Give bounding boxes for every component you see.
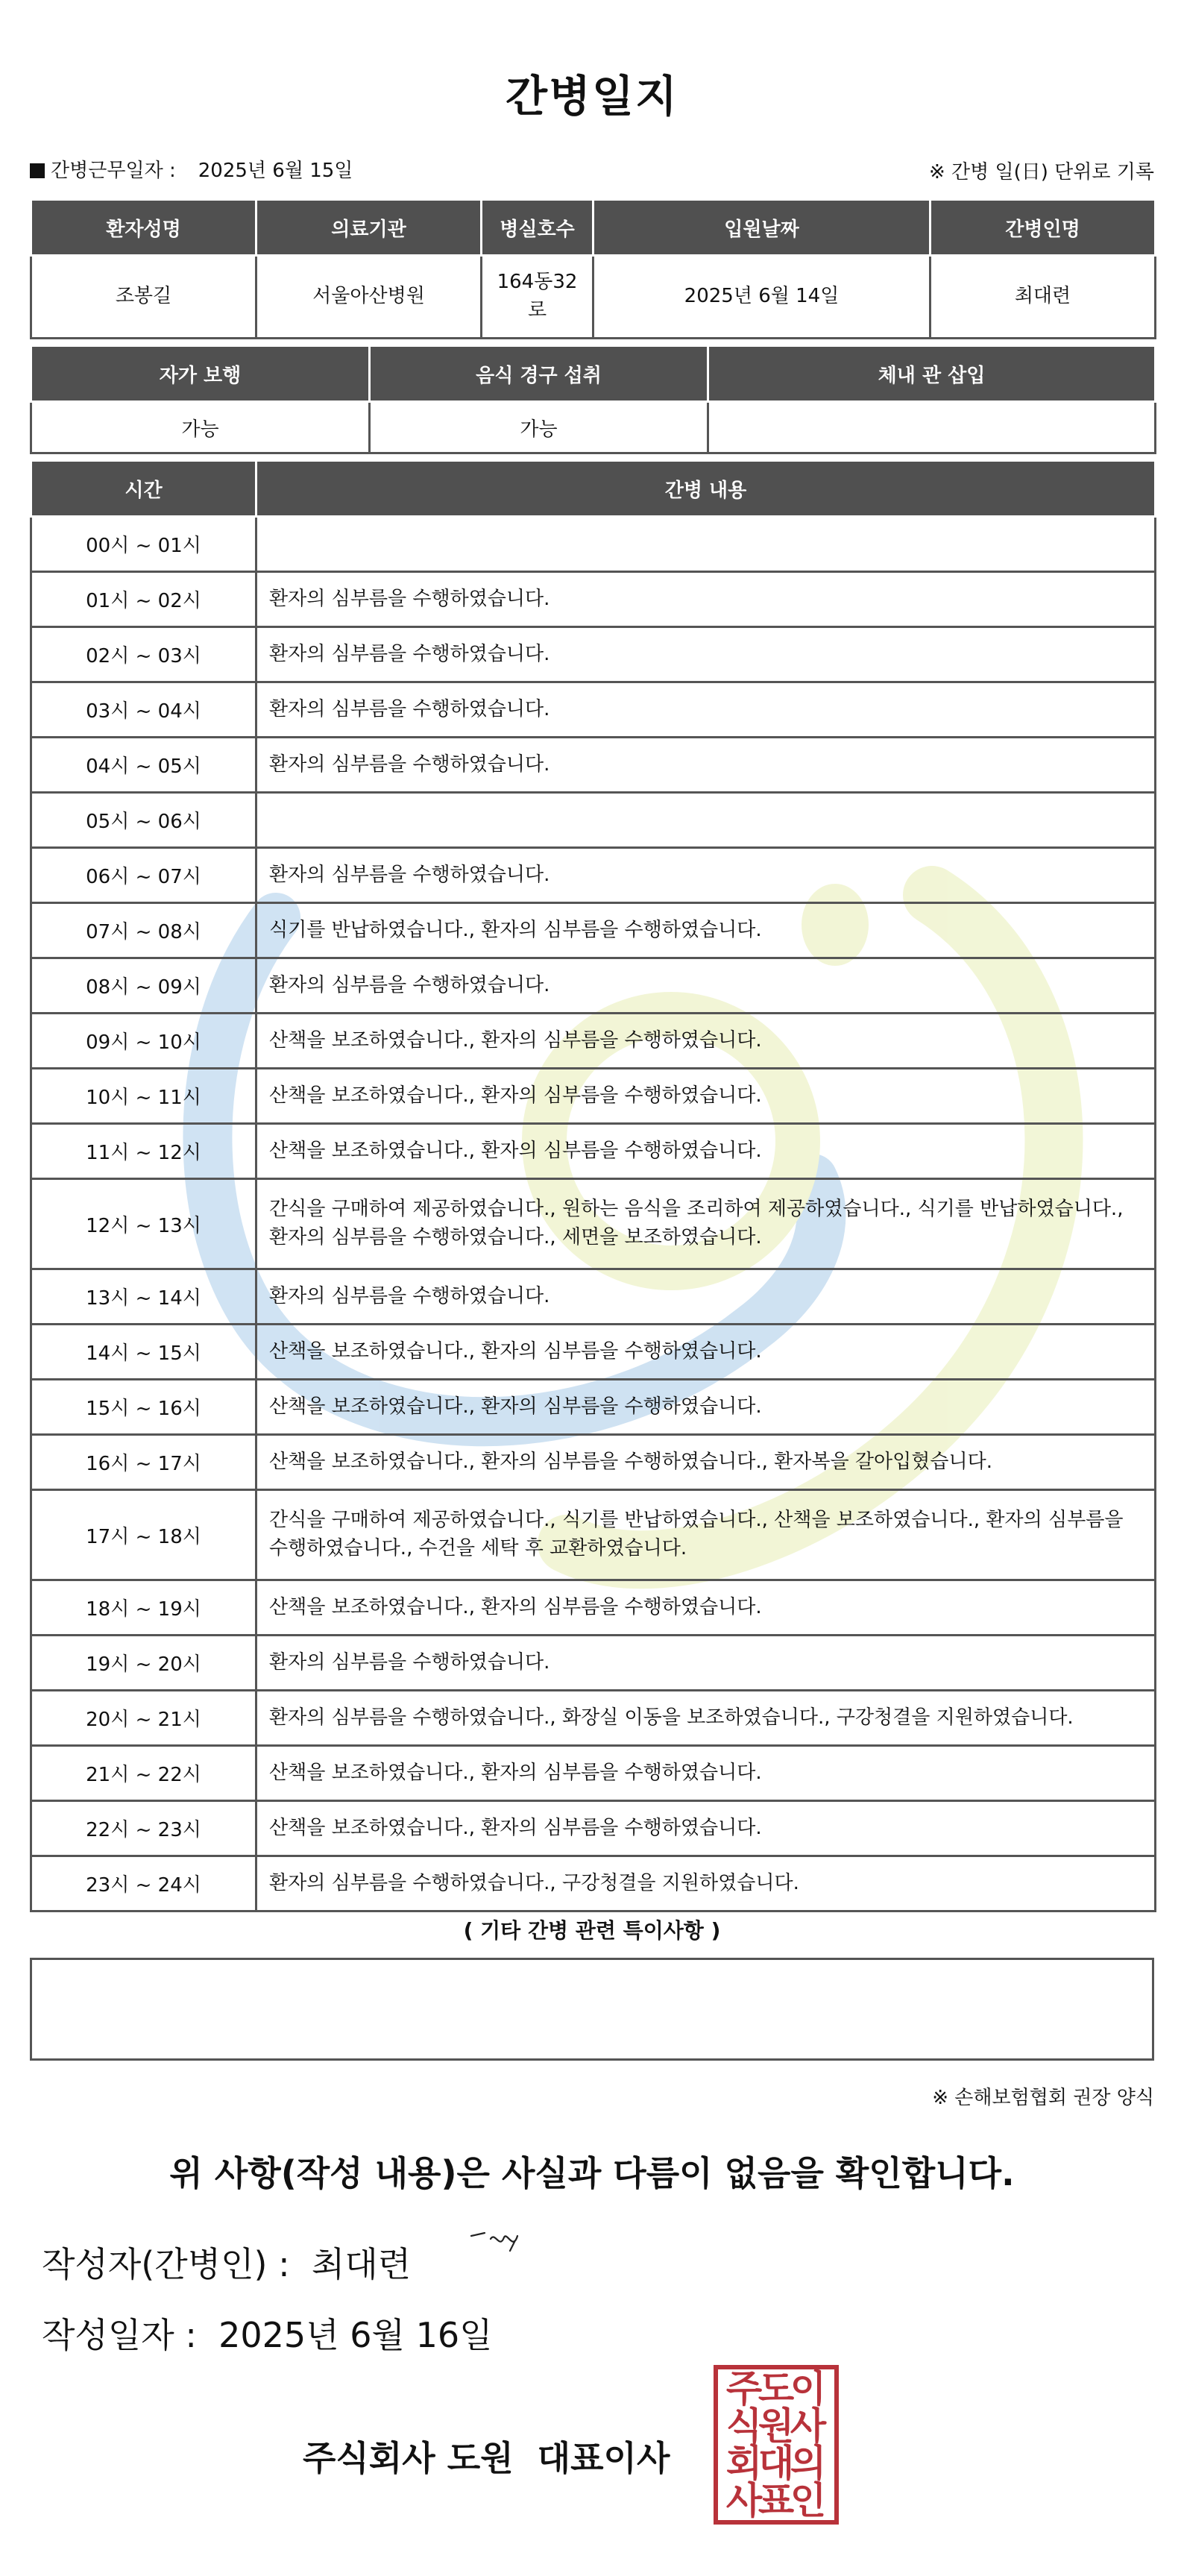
- seal-character: 회: [725, 2442, 763, 2485]
- log-content-cell: 산책을 보조하였습니다., 환자의 심부름을 수행하였습니다.: [256, 1014, 1156, 1069]
- log-content-cell: 환자의 심부름을 수행하였습니다.: [256, 1269, 1156, 1325]
- header-hospital: 의료기관: [256, 200, 482, 256]
- caregiver-name: 최대련: [930, 256, 1156, 339]
- header-care-content: 간병 내용: [256, 461, 1156, 517]
- log-content-cell: 환자의 심부름을 수행하였습니다.: [256, 958, 1156, 1014]
- table-row: [31, 682, 1156, 738]
- log-content-cell: 산책을 보조하였습니다., 환자의 심부름을 수행하였습니다.: [256, 1325, 1156, 1380]
- log-content-cell: 환자의 심부름을 수행하였습니다.: [256, 848, 1156, 903]
- table-row: [31, 848, 1156, 903]
- log-time-cell: 05시 ~ 06시: [31, 793, 256, 848]
- log-time-cell: 02시 ~ 03시: [31, 627, 256, 682]
- log-content-cell: 산책을 보조하였습니다., 환자의 심부름을 수행하였습니다.: [256, 1124, 1156, 1179]
- oral-intake-value: 가능: [370, 402, 708, 453]
- log-content-cell: 환자의 심부름을 수행하였습니다.: [256, 627, 1156, 682]
- log-time-cell: 12시 ~ 13시: [31, 1179, 256, 1269]
- company-seal-stamp: [713, 2364, 840, 2525]
- table-row: [31, 572, 1156, 627]
- table-row: [31, 402, 1156, 453]
- log-content-cell: 환자의 심부름을 수행하였습니다., 화장실 이동을 보조하였습니다., 구강청결을 지원하였습니다.: [256, 1691, 1156, 1746]
- table-row: [31, 1124, 1156, 1179]
- log-content-cell: 산책을 보조하였습니다., 환자의 심부름을 수행하였습니다.: [256, 1746, 1156, 1801]
- write-date-label: 작성일자 :: [42, 2315, 197, 2355]
- log-time-cell: 19시 ~ 20시: [31, 1636, 256, 1691]
- log-time-cell: 08시 ~ 09시: [31, 958, 256, 1014]
- write-date-line: [42, 2308, 493, 2357]
- table-row: [31, 1269, 1156, 1325]
- header-caregiver-name: 간병인명: [930, 200, 1156, 256]
- table-header-row: [31, 346, 1156, 402]
- log-time-cell: 00시 ~ 01시: [31, 517, 256, 572]
- table-row: [31, 1636, 1156, 1691]
- table-row: [31, 958, 1156, 1014]
- table-row: [31, 903, 1156, 958]
- log-time-cell: 10시 ~ 11시: [31, 1069, 256, 1124]
- company-name: 주식회사 도원: [303, 2438, 514, 2478]
- log-content-cell: 환자의 심부름을 수행하였습니다.: [256, 738, 1156, 793]
- log-content-cell: 간식을 구매하여 제공하였습니다., 식기를 반납하였습니다., 산책을 보조하였습니다., 환자의 심부름을 수행하였습니다., 수건을 세탁 후 교환하였습니다.: [256, 1490, 1156, 1580]
- table-row: [31, 1014, 1156, 1069]
- log-time-cell: 07시 ~ 08시: [31, 903, 256, 958]
- special-notes-title: ( 기타 간병 관련 특이사항 ): [463, 1918, 721, 1943]
- seal-character: 사: [725, 2479, 763, 2522]
- seal-character: 식: [725, 2404, 763, 2448]
- log-time-cell: 15시 ~ 16시: [31, 1380, 256, 1435]
- log-time-cell: 03시 ~ 04시: [31, 682, 256, 738]
- log-content-cell: 산책을 보조하였습니다., 환자의 심부름을 수행하였습니다.: [256, 1380, 1156, 1435]
- header-tube-insertion: 체내 관 삽입: [708, 346, 1156, 402]
- work-date-label: 간병근무일자 :: [51, 160, 176, 182]
- special-notes-box: [30, 1958, 1154, 2061]
- header-oral-intake: 음식 경구 섭취: [370, 346, 708, 402]
- header-admission-date: 입원날짜: [593, 200, 930, 256]
- header-self-walking: 자가 보행: [31, 346, 370, 402]
- seal-character: 주: [725, 2367, 763, 2410]
- hospital-name: 서울아산병원: [256, 256, 482, 339]
- log-content-cell: 환자의 심부름을 수행하였습니다.: [256, 682, 1156, 738]
- table-row: [31, 1069, 1156, 1124]
- seal-character: 표: [758, 2479, 795, 2522]
- work-date-value: 2025년 6월 15일: [198, 160, 353, 182]
- log-time-cell: 09시 ~ 10시: [31, 1014, 256, 1069]
- seal-character: 의: [790, 2442, 827, 2485]
- patient-info-table: [30, 198, 1156, 339]
- care-log-table: [30, 459, 1156, 1912]
- log-content-cell: [256, 793, 1156, 848]
- signature-mark: [468, 2228, 535, 2258]
- log-content-cell: 간식을 구매하여 제공하였습니다., 원하는 음식을 조리하여 제공하였습니다., 식기를 반납하였습니다., 환자의 심부름을 수행하였습니다., 세면을 보조하였습니다.: [256, 1179, 1156, 1269]
- table-row: [31, 1856, 1156, 1911]
- table-row: [31, 1746, 1156, 1801]
- tube-insertion-value: [708, 402, 1156, 453]
- confirmation-statement: 위 사항(작성 내용)은 사실과 다름이 없음을 확인합니다.: [169, 2153, 1015, 2193]
- log-content-cell: 산책을 보조하였습니다., 환자의 심부름을 수행하였습니다., 환자복을 갈아입혔습니다.: [256, 1435, 1156, 1490]
- log-time-cell: 13시 ~ 14시: [31, 1269, 256, 1325]
- header-time: 시간: [31, 461, 256, 517]
- log-content-cell: 산책을 보조하였습니다., 환자의 심부름을 수행하였습니다.: [256, 1580, 1156, 1636]
- log-time-cell: 22시 ~ 23시: [31, 1801, 256, 1856]
- document-title: 간병일지: [505, 71, 679, 122]
- log-content-cell: 식기를 반납하였습니다., 환자의 심부름을 수행하였습니다.: [256, 903, 1156, 958]
- log-time-cell: 20시 ~ 21시: [31, 1691, 256, 1746]
- writer-line: [42, 2237, 411, 2287]
- seal-character: 원: [758, 2404, 795, 2448]
- company-line: [303, 2431, 670, 2481]
- log-content-cell: 산책을 보조하였습니다., 환자의 심부름을 수행하였습니다.: [256, 1801, 1156, 1856]
- ceo-label: 대표이사: [537, 2438, 670, 2478]
- table-row: [31, 1691, 1156, 1746]
- log-time-cell: 06시 ~ 07시: [31, 848, 256, 903]
- table-row: [31, 627, 1156, 682]
- room-number: 164동32 로: [482, 256, 593, 339]
- form-note: ※ 손해보험협회 권장 양식: [932, 2087, 1154, 2109]
- log-time-cell: 17시 ~ 18시: [31, 1490, 256, 1580]
- write-date-value: 2025년 6월 16일: [218, 2315, 493, 2355]
- log-time-cell: 01시 ~ 02시: [31, 572, 256, 627]
- seal-character: 도: [758, 2367, 795, 2410]
- table-header-row: [31, 200, 1156, 256]
- log-time-cell: 04시 ~ 05시: [31, 738, 256, 793]
- header-patient-name: 환자성명: [31, 200, 256, 256]
- unit-note: ※ 간병 일(日) 단위로 기록: [928, 161, 1154, 183]
- log-content-cell: 환자의 심부름을 수행하였습니다.: [256, 1636, 1156, 1691]
- table-row: [31, 1435, 1156, 1490]
- table-row: [31, 793, 1156, 848]
- patient-function-table: [30, 345, 1156, 454]
- header-room-number: 병실호수: [482, 200, 593, 256]
- log-time-cell: 18시 ~ 19시: [31, 1580, 256, 1636]
- square-bullet-icon: [30, 163, 45, 178]
- work-date-line: [30, 155, 353, 183]
- patient-name: 조봉길: [31, 256, 256, 339]
- table-row: [31, 738, 1156, 793]
- table-row: [31, 1490, 1156, 1580]
- seal-character: 인: [790, 2479, 827, 2522]
- log-time-cell: 14시 ~ 15시: [31, 1325, 256, 1380]
- writer-name: 최대련: [311, 2244, 412, 2284]
- table-header-row: [31, 461, 1156, 517]
- admission-date: 2025년 6월 14일: [593, 256, 930, 339]
- log-time-cell: 16시 ~ 17시: [31, 1435, 256, 1490]
- log-content-cell: [256, 517, 1156, 572]
- table-row: [31, 1580, 1156, 1636]
- log-content-cell: 산책을 보조하였습니다., 환자의 심부름을 수행하였습니다.: [256, 1069, 1156, 1124]
- log-time-cell: 11시 ~ 12시: [31, 1124, 256, 1179]
- table-row: [31, 1179, 1156, 1269]
- log-time-cell: 21시 ~ 22시: [31, 1746, 256, 1801]
- seal-character: 사: [790, 2404, 827, 2448]
- log-content-cell: 환자의 심부름을 수행하였습니다.: [256, 572, 1156, 627]
- table-row: [31, 517, 1156, 572]
- table-row: [31, 1325, 1156, 1380]
- log-time-cell: 23시 ~ 24시: [31, 1856, 256, 1911]
- log-content-cell: 환자의 심부름을 수행하였습니다., 구강청결을 지원하였습니다.: [256, 1856, 1156, 1911]
- table-row: [31, 1380, 1156, 1435]
- table-row: [31, 1801, 1156, 1856]
- self-walking-value: 가능: [31, 402, 370, 453]
- seal-character: 대: [758, 2442, 795, 2485]
- table-row: [31, 256, 1156, 339]
- writer-label: 작성자(간병인) :: [42, 2244, 290, 2284]
- seal-character: 이: [790, 2367, 827, 2410]
